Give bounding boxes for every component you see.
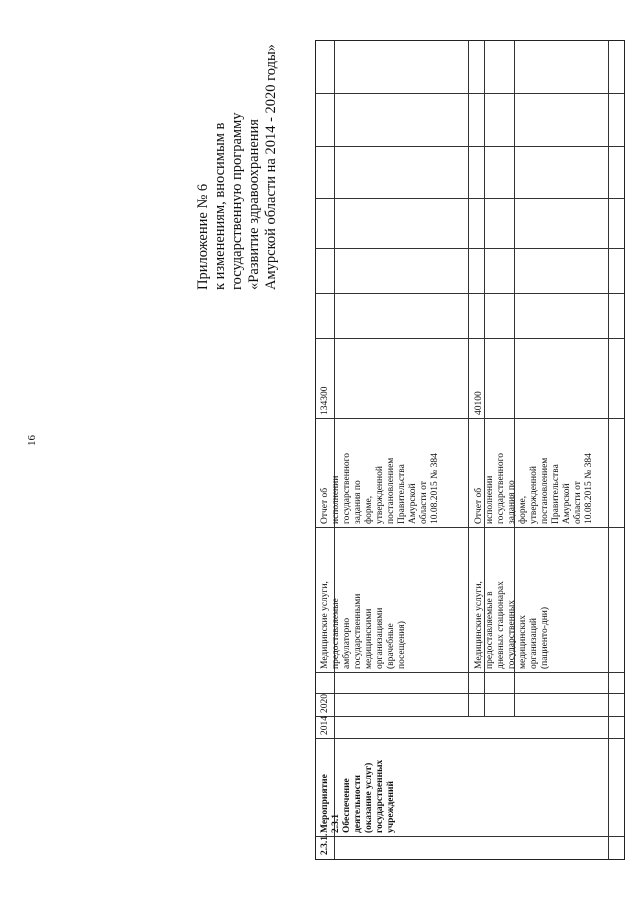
text-line: Отчет об: [474, 487, 484, 524]
text-line: дневных стационарах: [496, 581, 506, 669]
text-line: Правительства: [397, 464, 407, 524]
title-line: государственных: [375, 759, 385, 833]
service-description: [474, 581, 551, 669]
annex-line: «Развитие здравоохранения: [246, 119, 262, 290]
text-line: утвержденной: [375, 466, 385, 524]
rotated-sheet: [195, 40, 594, 860]
annex-line: Амурской области на 2014 - 2020 годы»: [263, 44, 279, 290]
grid-line: [316, 338, 624, 339]
text-line: государственными: [353, 593, 363, 669]
annex-line: к изменениям, вносимым в: [212, 122, 228, 290]
grid-line: [334, 41, 335, 859]
text-line: исполнении: [485, 475, 495, 524]
grid-line: [316, 738, 624, 739]
text-line: области от: [419, 481, 429, 524]
title-line: 2.3.1: [331, 814, 341, 833]
grid-line: [316, 293, 624, 294]
text-line: амбулаторно: [342, 617, 352, 669]
text-line: исполнении: [331, 475, 341, 524]
text-line: 10.08.2015 № 384: [430, 453, 440, 524]
text-line: утвержденной: [529, 466, 539, 524]
page-number: 16: [26, 435, 38, 446]
text-line: предоставляемые: [331, 598, 341, 669]
grid-line: [316, 198, 624, 199]
text-line: (пациенто-дни): [540, 606, 550, 669]
text-line: медицинских: [518, 615, 528, 669]
row-title: [320, 760, 397, 833]
annex-line: Приложение № 6: [195, 183, 211, 290]
text-line: Правительства: [551, 464, 561, 524]
grid-line: [316, 418, 624, 419]
text-line: форме,: [518, 495, 528, 524]
text-line: Отчет об: [320, 487, 330, 524]
grid-line: [468, 41, 469, 717]
grid-line: [316, 836, 624, 837]
title-line: учреждений: [386, 781, 396, 833]
text-line: области от: [573, 481, 583, 524]
text-line: организаций: [529, 617, 539, 669]
text-line: (врачебные: [386, 623, 396, 669]
text-line: государственных: [507, 599, 517, 669]
grid-line: [316, 716, 624, 717]
title-line: (оказание услуг): [364, 762, 374, 833]
text-line: медицинскими: [364, 608, 374, 669]
text-line: задания по: [507, 480, 517, 524]
service-report: [320, 453, 441, 524]
row-number: 2.3.1.: [320, 833, 330, 855]
title-line: Мероприятие: [320, 774, 330, 833]
grid-line: [316, 693, 624, 694]
text-line: Медицинские услуги,: [474, 581, 484, 669]
program-table: [315, 40, 625, 860]
title-line: Обеспечение: [342, 778, 352, 833]
text-line: постановлением: [386, 457, 396, 524]
text-line: постановлением: [540, 457, 550, 524]
grid-line: [316, 93, 624, 94]
grid-line: [316, 672, 624, 673]
grid-line: [316, 248, 624, 249]
grid-line: [316, 146, 624, 147]
year-start: 2014: [320, 716, 330, 735]
text-line: Медицинские услуги,: [320, 581, 330, 669]
annex-line: государственную программу: [229, 112, 245, 290]
text-line: государственного: [496, 452, 506, 524]
grid-line: [316, 527, 624, 528]
text-line: форме,: [364, 495, 374, 524]
text-line: предоставляемые в: [485, 591, 495, 669]
text-line: Амурской: [408, 483, 418, 524]
service-report: [474, 453, 595, 524]
text-line: посещения): [397, 621, 407, 669]
service-value: 134300: [320, 386, 330, 415]
grid-line: [608, 41, 609, 859]
text-line: задания по: [353, 480, 363, 524]
text-line: организациями: [375, 607, 385, 669]
text-line: 10.08.2015 № 384: [584, 453, 594, 524]
year-end: 2020: [320, 694, 330, 713]
service-value: 40100: [474, 391, 484, 415]
annex-heading: [195, 40, 280, 290]
text-line: государственного: [342, 452, 352, 524]
text-line: Амурской: [562, 483, 572, 524]
title-line: деятельности: [353, 775, 363, 833]
service-description: [320, 581, 408, 669]
